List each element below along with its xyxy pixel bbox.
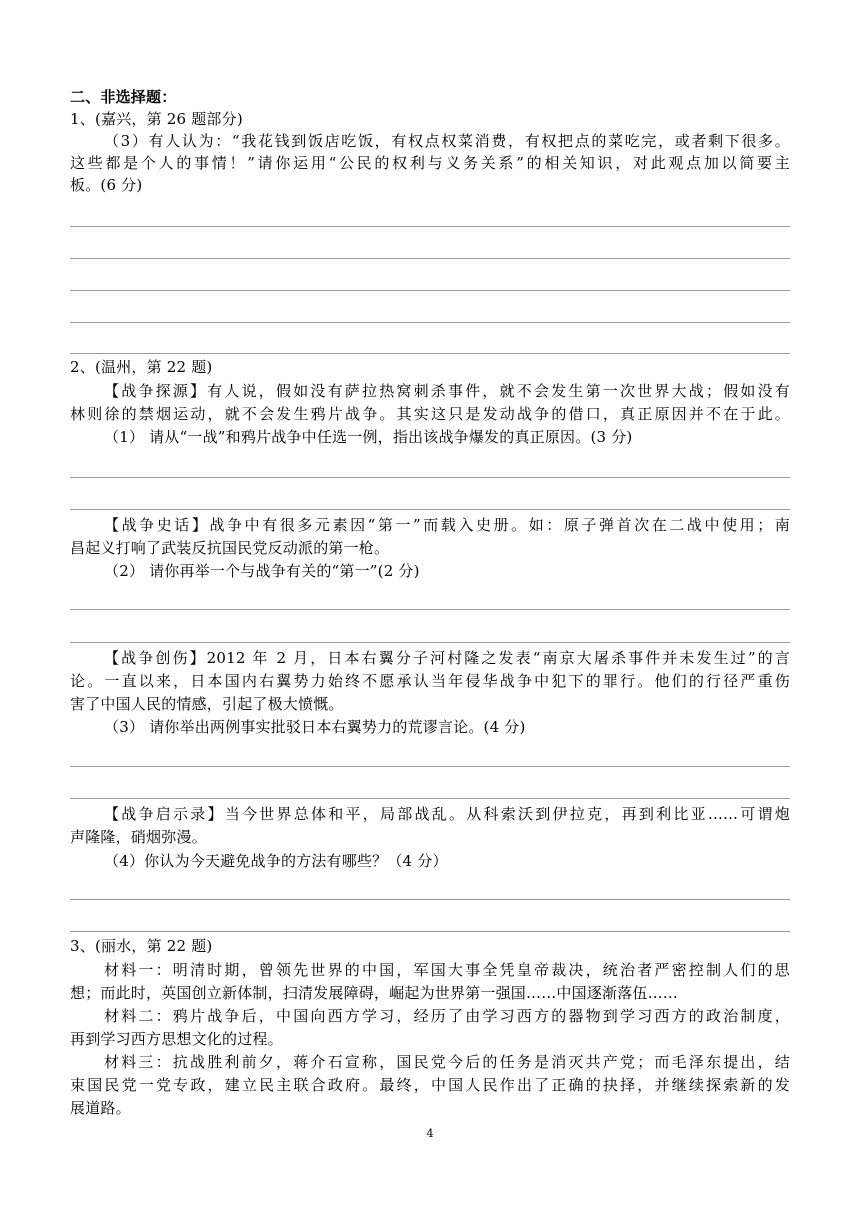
section-title: 二、非选择题：	[70, 88, 177, 106]
q2-sub1: （1） 请从“一战”和鸦片战争中任选一例，指出该战争爆发的真正原因。(3 分)	[104, 428, 633, 446]
q2-sub4: （4）你认为今天避免战争的方法有哪些？（4 分）	[104, 852, 448, 870]
q3-material3-line: 展道路。	[70, 1099, 131, 1117]
q3-material1-line: 材料一：明清时期，曾领先世界的中国，军国大事全凭皇帝裁决，统治者严密控制人们的思	[104, 961, 790, 979]
q2-origin-line: 林则徐的禁烟运动，就不会发生鸦片战争。其实这只是发动战争的借口，真正原因并不在于此。	[70, 405, 790, 423]
q2-wound-line: 论。一直以来，日本国内右翼势力始终不愿承认当年侵华战争中犯下的罪行。他们的行径严重伤	[70, 672, 790, 690]
q2-header: 2、(温州，第 22 题)	[70, 358, 213, 376]
answer-line[interactable]	[70, 226, 790, 227]
q2-origin-line: 【战争探源】有人说，假如没有萨拉热窝刺杀事件，就不会发生第一次世界大战；假如没有	[104, 382, 790, 400]
q2-lesson-line: 声隆隆，硝烟弥漫。	[70, 828, 207, 846]
answer-line[interactable]	[70, 509, 790, 510]
answer-line[interactable]	[70, 258, 790, 259]
q3-material2-line: 材料二：鸦片战争后，中国向西方学习，经历了由学习西方的器物到学习西方的政治制度，	[104, 1007, 790, 1025]
q2-lesson-line: 【战争启示录】当今世界总体和平，局部战乱。从科索沃到伊拉克，再到利比亚……可谓炮	[104, 805, 790, 823]
q3-material3-line: 材料三：抗战胜利前夕，蒋介石宣称，国民党今后的任务是消灭共产党；而毛泽东提出，结	[104, 1053, 790, 1071]
q2-history-line: 【战争史话】战争中有很多元素因“第一”而载入史册。如：原子弹首次在二战中使用；南	[104, 516, 790, 534]
q2-history-line: 昌起义打响了武装反抗国民党反动派的第一枪。	[70, 539, 390, 557]
answer-line[interactable]	[70, 642, 790, 643]
q1-header: 1、(嘉兴，第 26 题部分)	[70, 110, 243, 128]
q3-material2-line: 再到学习西方思想文化的过程。	[70, 1030, 283, 1048]
q3-material1-line: 想；而此时，英国创立新体制，扫清发展障碍，崛起为世界第一强国……中国逐渐落伍……	[70, 984, 679, 1002]
q1-line: 板。(6 分)	[70, 176, 143, 194]
answer-line[interactable]	[70, 766, 790, 767]
answer-line[interactable]	[70, 798, 790, 799]
q2-sub2: （2） 请你再举一个与战争有关的“第一”(2 分)	[104, 562, 420, 580]
answer-line[interactable]	[70, 353, 790, 354]
q1-line: （3）有人认为：“我花钱到饭店吃饭，有权点权菜消费，有权把点的菜吃完，或者剩下很多。	[104, 132, 790, 150]
answer-line[interactable]	[70, 477, 790, 478]
page-number: 4	[426, 1127, 434, 1140]
q2-wound-line: 害了中国人民的情感，引起了极大愤慨。	[70, 695, 344, 713]
answer-line[interactable]	[70, 609, 790, 610]
answer-line[interactable]	[70, 290, 790, 291]
answer-line[interactable]	[70, 322, 790, 323]
q2-wound-line: 【战争创伤】2012 年 2 月，日本右翼分子河村隆之发表“南京大屠杀事件并未发生过”的言	[104, 649, 790, 667]
q3-header: 3、(丽水，第 22 题)	[70, 937, 213, 955]
answer-line[interactable]	[70, 899, 790, 900]
q2-sub3: （3） 请你举出两例事实批驳日本右翼势力的荒谬言论。(4 分)	[104, 718, 526, 736]
q1-line: 这些都是个人的事情！”请你运用“公民的权利与义务关系”的相关知识，对此观点加以简要主	[70, 154, 790, 172]
answer-line[interactable]	[70, 931, 790, 932]
q3-material3-line: 束国民党一党专政，建立民主联合政府。最终，中国人民作出了正确的抉择，并继续探索新的发	[70, 1076, 790, 1094]
